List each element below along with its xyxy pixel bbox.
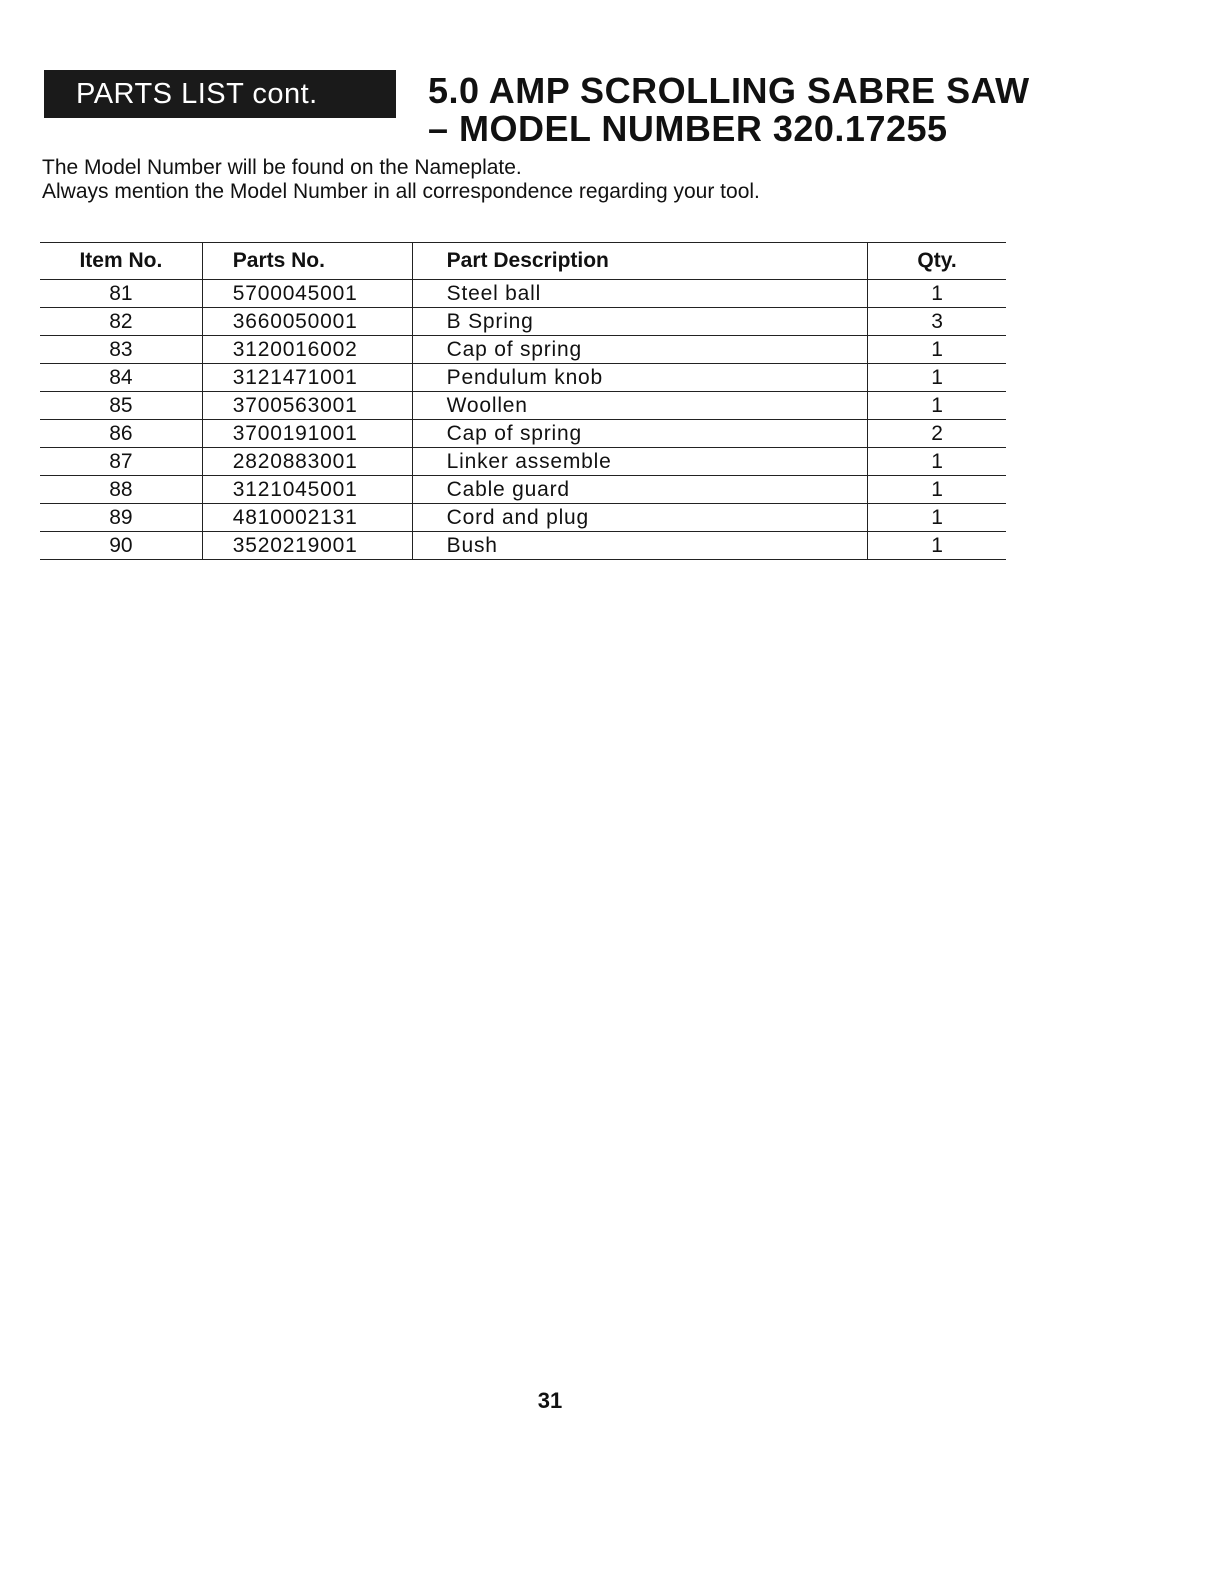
qty-cell: 1: [868, 504, 1006, 532]
qty-cell: 2: [868, 420, 1006, 448]
part-description-cell: Cap of spring: [412, 420, 867, 448]
table-row: [40, 448, 1006, 476]
qty-cell: 1: [868, 336, 1006, 364]
parts-no-cell: 3700191001: [202, 420, 412, 448]
intro-line-2: Always mention the Model Number in all correspondence regarding your tool.: [42, 180, 760, 203]
parts-table-header-row: [40, 243, 1006, 280]
qty-cell: 1: [868, 448, 1006, 476]
part-description-cell: Cord and plug: [412, 504, 867, 532]
parts-table-body: [40, 280, 1006, 560]
parts-no-cell: 3120016002: [202, 336, 412, 364]
qty-cell: 1: [868, 476, 1006, 504]
page-title-line-2: – MODEL NUMBER 320.17255: [428, 108, 948, 149]
part-description-cell: Steel ball: [412, 280, 867, 308]
column-header-qty: Qty.: [868, 243, 1006, 280]
section-badge: PARTS LIST cont.: [44, 70, 396, 118]
item-no-cell: 86: [40, 420, 202, 448]
table-row: [40, 504, 1006, 532]
table-row: [40, 280, 1006, 308]
qty-cell: 1: [868, 392, 1006, 420]
page-number: 31: [537, 1388, 563, 1413]
qty-cell: 1: [868, 532, 1006, 560]
parts-no-cell: 3121471001: [202, 364, 412, 392]
qty-cell: 1: [868, 280, 1006, 308]
parts-no-cell: 5700045001: [202, 280, 412, 308]
item-no-cell: 89: [40, 504, 202, 532]
table-row: [40, 392, 1006, 420]
page-title: [428, 72, 1030, 148]
column-header-parts-no: Parts No.: [202, 243, 412, 280]
item-no-cell: 87: [40, 448, 202, 476]
column-header-part-description: Part Description: [412, 243, 867, 280]
table-row: [40, 476, 1006, 504]
parts-table: [40, 242, 1006, 560]
table-row: [40, 336, 1006, 364]
qty-cell: 1: [868, 364, 1006, 392]
table-row: [40, 532, 1006, 560]
intro-text: [42, 156, 760, 204]
parts-no-cell: 3700563001: [202, 392, 412, 420]
qty-cell: 3: [868, 308, 1006, 336]
parts-no-cell: 3520219001: [202, 532, 412, 560]
column-header-item-no: Item No.: [40, 243, 202, 280]
part-description-cell: Cable guard: [412, 476, 867, 504]
item-no-cell: 83: [40, 336, 202, 364]
part-description-cell: Pendulum knob: [412, 364, 867, 392]
part-description-cell: Bush: [412, 532, 867, 560]
part-description-cell: Cap of spring: [412, 336, 867, 364]
item-no-cell: 82: [40, 308, 202, 336]
part-description-cell: B Spring: [412, 308, 867, 336]
item-no-cell: 85: [40, 392, 202, 420]
page-title-line-1: 5.0 AMP SCROLLING SABRE SAW: [428, 70, 1030, 111]
part-description-cell: Linker assemble: [412, 448, 867, 476]
table-row: [40, 420, 1006, 448]
item-no-cell: 90: [40, 532, 202, 560]
parts-no-cell: 4810002131: [202, 504, 412, 532]
parts-no-cell: 2820883001: [202, 448, 412, 476]
item-no-cell: 81: [40, 280, 202, 308]
table-row: [40, 364, 1006, 392]
table-row: [40, 308, 1006, 336]
item-no-cell: 84: [40, 364, 202, 392]
part-description-cell: Woollen: [412, 392, 867, 420]
parts-no-cell: 3121045001: [202, 476, 412, 504]
intro-line-1: The Model Number will be found on the Nameplate.: [42, 156, 522, 179]
item-no-cell: 88: [40, 476, 202, 504]
parts-no-cell: 3660050001: [202, 308, 412, 336]
